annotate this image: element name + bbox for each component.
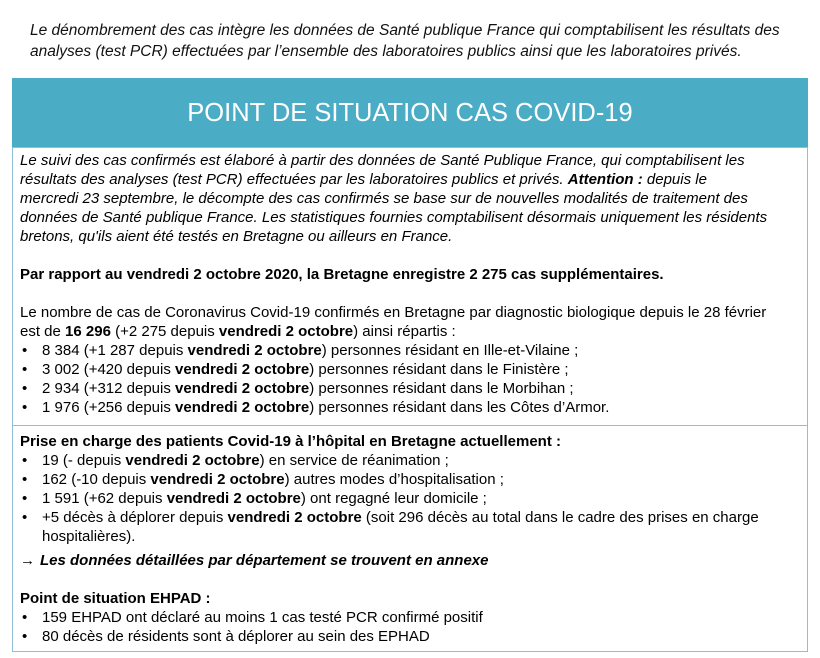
since-date: vendredi 2 octobre: [175, 380, 310, 397]
department-label: ) personnes résidant dans le Finistère ;: [309, 361, 569, 378]
department-cases: 2 934 (+312 depuis: [42, 380, 176, 397]
bullet-marker: •: [22, 380, 28, 397]
bullet-marker: •: [22, 361, 28, 378]
since-date: vendredi 2 octobre: [166, 490, 301, 507]
hospital-count: +5 décès à déplorer depuis: [42, 509, 228, 526]
arrow-right-icon: →: [20, 552, 35, 569]
method-note-line: données de Santé publique France. Les statistiques fournies comptabilisent désormais uniquement les résidents: [20, 209, 768, 226]
ehpad-item-text: 80 décès de résidents sont à déplorer au sein des EPHAD: [42, 628, 430, 645]
bullet-marker: •: [22, 609, 28, 626]
method-note-line: bretons, qu'ils aient été testés en Bretagne ou ailleurs en France.: [20, 228, 453, 245]
bullet-marker: •: [22, 342, 28, 359]
method-note-line: mercredi 23 septembre, le décompte des cas confirmés se base sur de nouvelles modalités de traitement des: [20, 190, 748, 207]
since-date: vendredi 2 octobre: [187, 342, 322, 359]
hospital-count: 162 (-10 depuis: [42, 471, 151, 488]
hospital-list-item: [20, 470, 800, 489]
hospital-label: ) autres modes d’hospitalisation ;: [284, 471, 504, 488]
department-list: [20, 341, 800, 417]
attention-label: Attention :: [567, 171, 643, 188]
bullet-marker: •: [22, 471, 28, 488]
hospital-list: [20, 451, 800, 546]
since-date: vendredi 2 octobre: [227, 509, 362, 526]
hospital-heading: Prise en charge des patients Covid-19 à l’hôpital en Bretagne actuellement :: [20, 433, 561, 450]
hospital-item-line: hospitalières).: [42, 528, 136, 545]
hospital-label: ) en service de réanimation ;: [259, 452, 449, 469]
total-cases-change: (+2 275 depuis: [110, 323, 219, 340]
department-cases: 8 384 (+1 287 depuis: [42, 342, 188, 359]
ehpad-list-item: [20, 608, 800, 627]
intro-note-line: analyses (test PCR) effectuées par l’ensemble des laboratoires publics ainsi que les laboratoires privés.: [30, 43, 742, 60]
intro-note-line: Le dénombrement des cas intègre les données de Santé publique France qui comptabilisent les résultats des: [30, 22, 780, 39]
hospital-list-item: [20, 508, 800, 546]
total-cases-suffix: ) ainsi répartis :: [353, 323, 456, 340]
hospital-count: 1 591 (+62 depuis: [42, 490, 167, 507]
department-list-item: [20, 341, 800, 360]
bullet-marker: •: [22, 509, 28, 526]
since-date: vendredi 2 octobre: [218, 323, 354, 340]
bullet-marker: •: [22, 490, 28, 507]
hospital-count: 19 (- depuis: [42, 452, 126, 469]
department-cases: 3 002 (+420 depuis: [42, 361, 176, 378]
hospital-list-item: [20, 451, 800, 470]
total-cases-prefix: est de: [20, 323, 66, 340]
since-date: vendredi 2 octobre: [175, 399, 310, 416]
total-cases-count: 16 296: [65, 323, 111, 340]
ehpad-item-text: 159 EHPAD ont déclaré au moins 1 cas testé PCR confirmé positif: [42, 609, 483, 626]
total-cases-line: [20, 322, 800, 341]
intro-note: [30, 20, 780, 62]
since-date: vendredi 2 octobre: [175, 361, 310, 378]
bullet-marker: •: [22, 452, 28, 469]
bullet-marker: •: [22, 399, 28, 416]
cases-panel: [12, 147, 808, 426]
hospital-panel: [12, 425, 808, 652]
title-banner: [12, 78, 808, 147]
since-date: vendredi 2 octobre: [150, 471, 285, 488]
ehpad-list: [20, 608, 800, 646]
ehpad-list-item: [20, 627, 800, 646]
department-label: ) personnes résidant dans les Côtes d’Armor.: [309, 399, 610, 416]
method-note-text: depuis le: [642, 171, 707, 188]
hospital-label: (soit 296 décès au total dans le cadre des prises en charge: [361, 509, 759, 526]
total-cases-line: Le nombre de cas de Coronavirus Covid-19 confirmés en Bretagne par diagnostic biologique depuis le 28 février: [20, 304, 767, 321]
bullet-marker: •: [22, 628, 28, 645]
method-note-line: Le suivi des cas confirmés est élaboré à partir des données de Santé Publique France, qui comptabilisent les: [20, 152, 745, 169]
since-date: vendredi 2 octobre: [125, 452, 260, 469]
total-cases-paragraph: [20, 303, 800, 341]
department-cases: 1 976 (+256 depuis: [42, 399, 176, 416]
department-label: ) personnes résidant en Ille-et-Vilaine ;: [321, 342, 579, 359]
hospital-label: ) ont regagné leur domicile ;: [300, 490, 487, 507]
method-note: [20, 151, 800, 246]
annex-note: [20, 551, 800, 570]
department-label: ) personnes résidant dans le Morbihan ;: [309, 380, 574, 397]
department-list-item: [20, 360, 800, 379]
hospital-item-line: [42, 508, 800, 527]
hospital-list-item: [20, 489, 800, 508]
banner-title: POINT DE SITUATION CAS COVID-19: [187, 98, 633, 127]
method-note-line: [20, 170, 800, 189]
department-list-item: [20, 379, 800, 398]
department-list-item: [20, 398, 800, 417]
annex-note-text: Les données détaillées par département se trouvent en annexe: [40, 552, 489, 569]
daily-increase-headline: Par rapport au vendredi 2 octobre 2020, la Bretagne enregistre 2 275 cas supplémentaires.: [20, 266, 664, 283]
method-note-text: résultats des analyses (test PCR) effectuées par les laboratoires publics et privés.: [20, 171, 568, 188]
ehpad-heading: Point de situation EHPAD :: [20, 590, 211, 607]
